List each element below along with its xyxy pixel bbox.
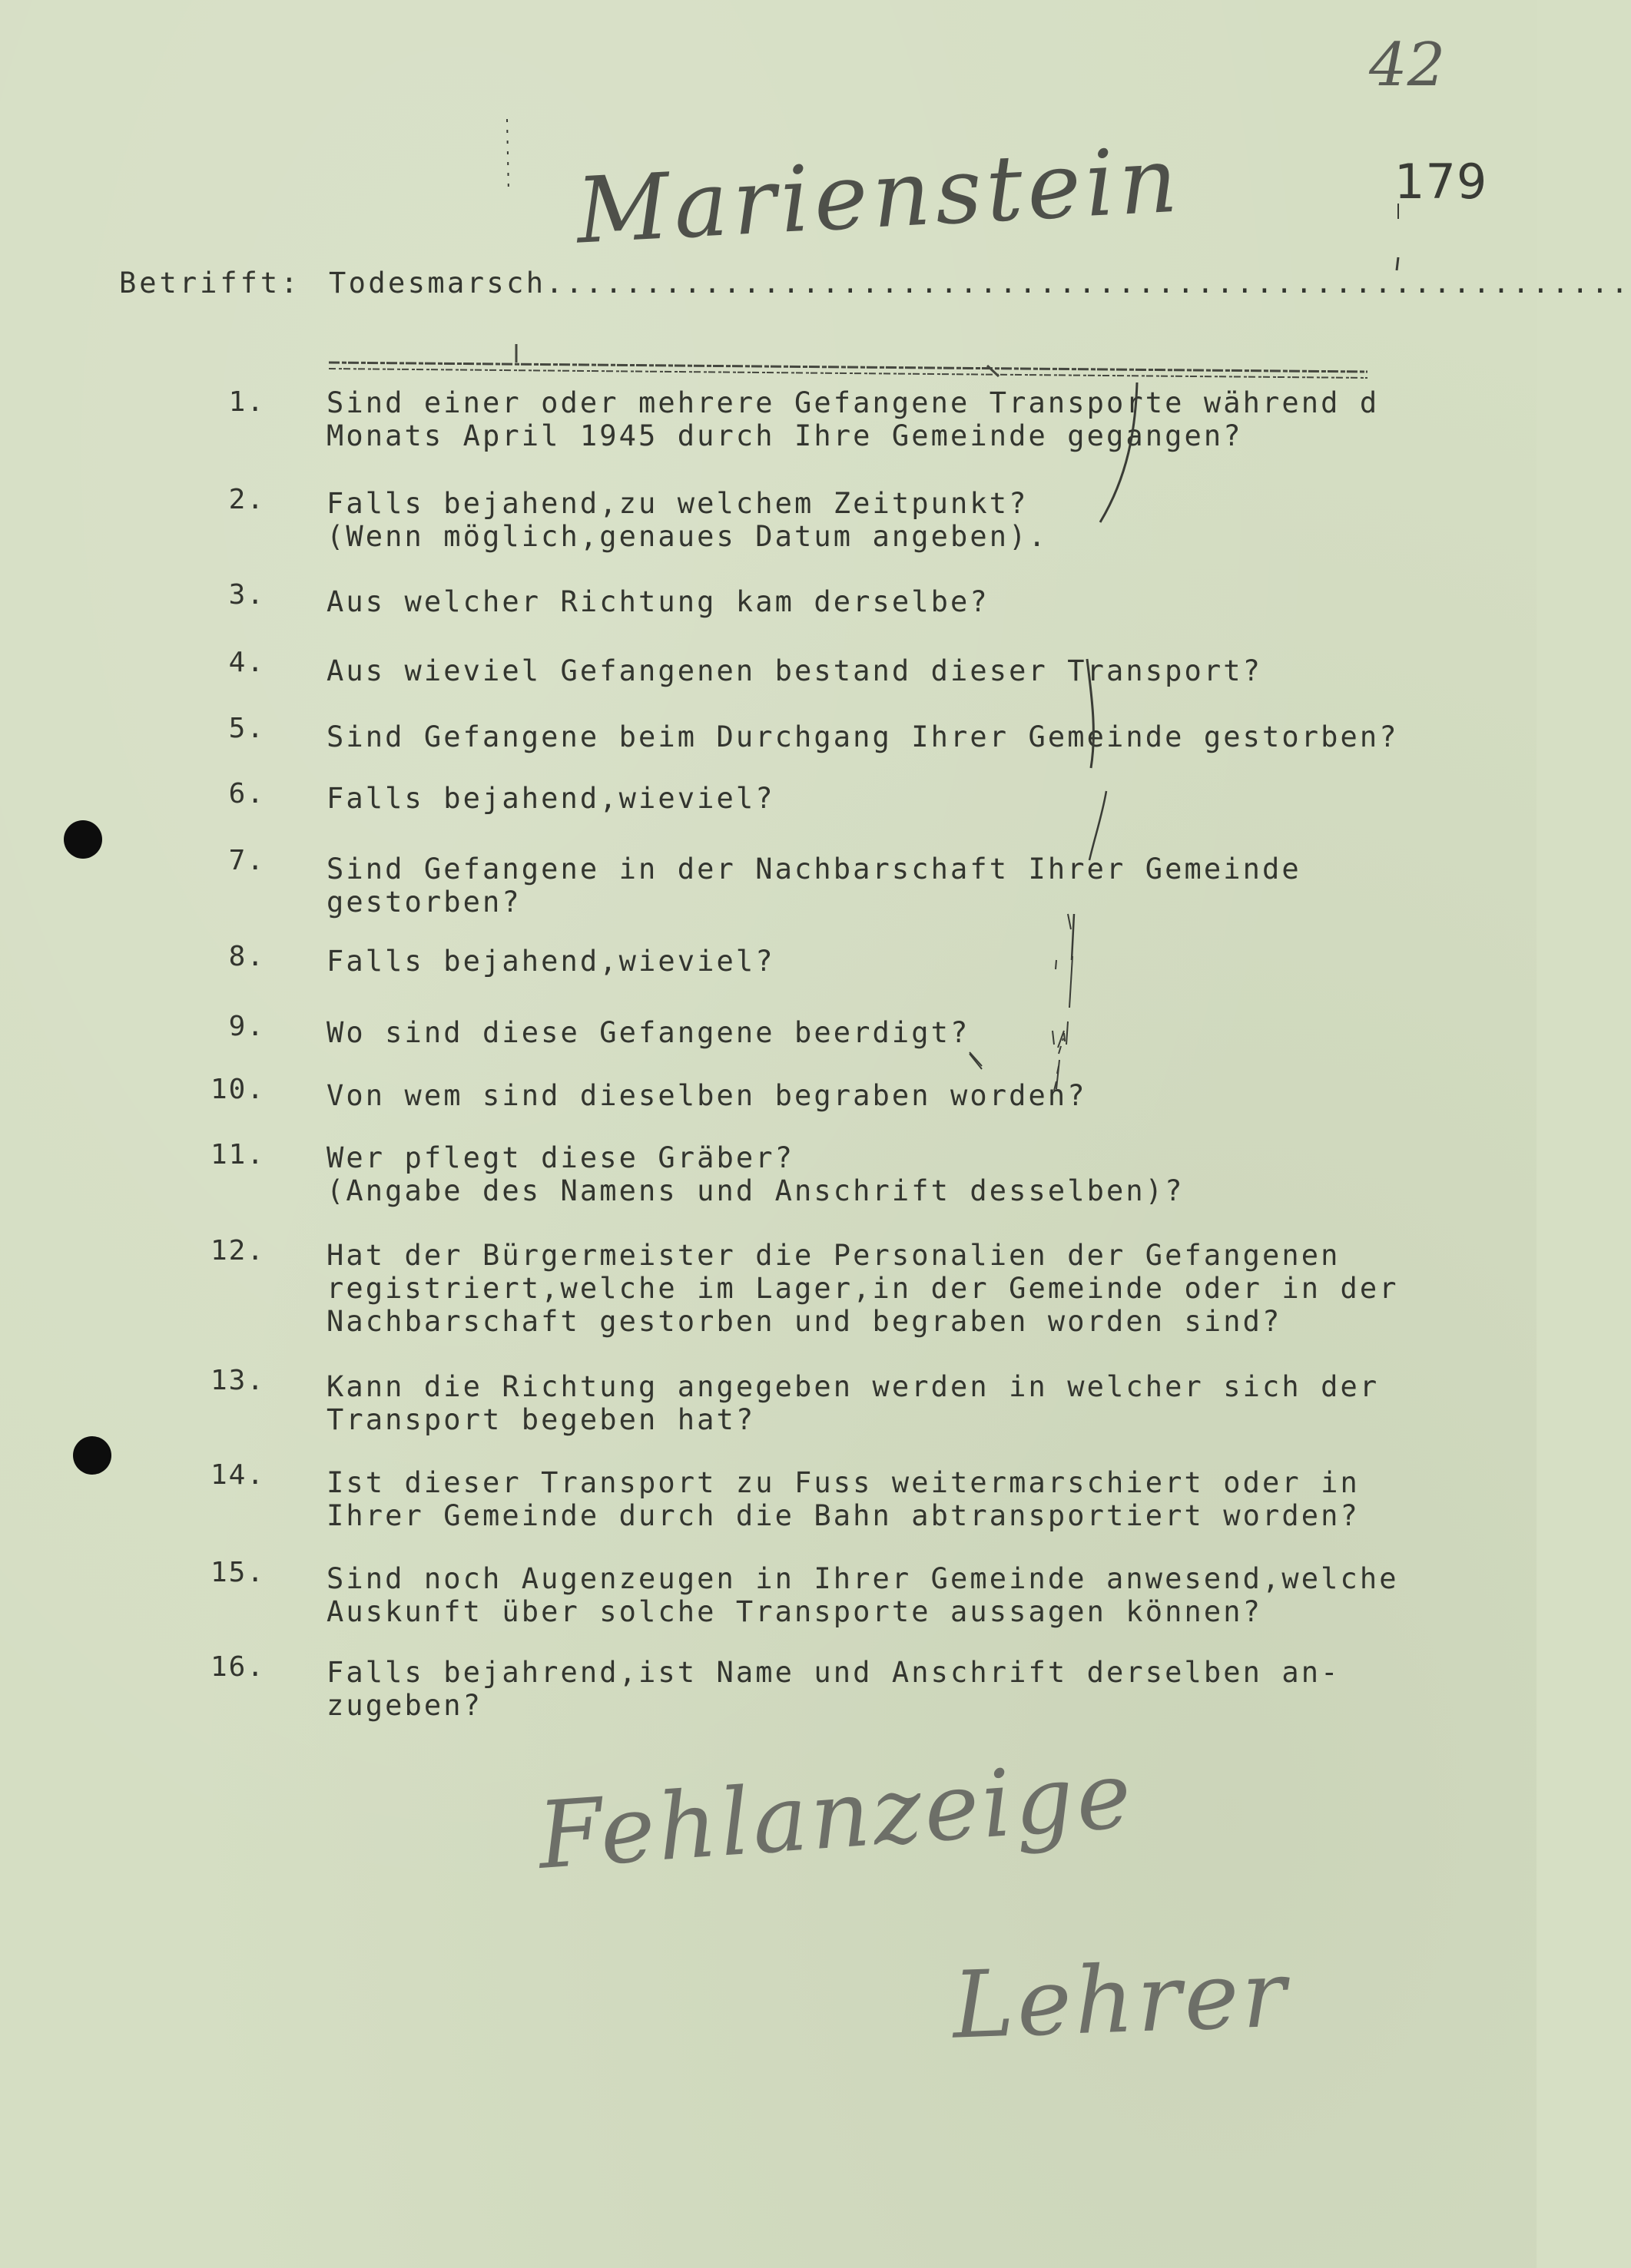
question-text: Sind noch Augenzeugen in Ihrer Gemeinde anwesend,welche Auskunft über solche Transporte aussagen können?: [327, 1562, 1399, 1628]
question-number: 12.: [210, 1235, 265, 1266]
question-text: Sind Gefangene beim Durchgang Ihrer Gemeinde gestorben?: [327, 720, 1399, 753]
question-text: Sind Gefangene in der Nachbarschaft Ihrer Gemeinde gestorben?: [327, 853, 1301, 919]
question-text: Sind einer oder mehrere Gefangene Transporte während d Monats April 1945 durch Ihre Gemeinde gegangen?: [327, 386, 1380, 452]
question-text: Von wem sind dieselben begraben worden?: [327, 1079, 1087, 1112]
handwritten-signature: Lehrer: [950, 1941, 1291, 2060]
question-number: 14.: [210, 1459, 265, 1491]
question-text: Ist dieser Transport zu Fuss weitermarschiert oder in Ihrer Gemeinde durch die Bahn abtransportiert worden?: [327, 1466, 1360, 1532]
page-number: 179: [1394, 154, 1488, 210]
punch-hole-bottom: [73, 1436, 111, 1475]
question-text: Falls bejahend,wieviel?: [327, 782, 775, 815]
question-number: 9.: [228, 1011, 265, 1042]
handwritten-remark: Fehlanzeige: [535, 1742, 1138, 1890]
question-number: 11.: [210, 1139, 265, 1170]
corner-handwritten-number: 42: [1369, 31, 1446, 100]
question-text: Falls bejahrend,ist Name und Anschrift derselben an- zugeben?: [327, 1656, 1341, 1722]
question-number: 5.: [228, 713, 265, 744]
subject-label: Betrifft:: [119, 267, 301, 300]
question-number: 15.: [210, 1557, 265, 1588]
question-text: Aus welcher Richtung kam derselbe?: [327, 585, 990, 618]
question-text: Wo sind diese Gefangene beerdigt?: [327, 1016, 970, 1049]
question-number: 3.: [228, 579, 265, 611]
question-text: Falls bejahend,zu welchem Zeitpunkt? (Wenn möglich,genaues Datum angeben).: [327, 487, 1048, 553]
question-number: 1.: [228, 386, 265, 418]
question-text: Kann die Richtung angegeben werden in welcher sich der Transport begeben hat?: [327, 1370, 1380, 1436]
question-number: 13.: [210, 1365, 265, 1396]
punch-hole-top: [64, 820, 102, 859]
question-number: 7.: [228, 845, 265, 876]
subject-text: Todesmarsch.......................................................: [329, 267, 1631, 300]
question-number: 6.: [228, 778, 265, 810]
question-text: Falls bejahend,wieviel?: [327, 945, 775, 978]
handwritten-place-name: Marienstein: [573, 126, 1185, 264]
question-number: 10.: [210, 1074, 265, 1105]
question-number: 2.: [228, 484, 265, 515]
question-number: 4.: [228, 647, 265, 678]
question-text: Wer pflegt diese Gräber? (Angabe des Namens und Anschrift desselben)?: [327, 1141, 1185, 1207]
question-number: 8.: [228, 941, 265, 972]
question-text: Aus wieviel Gefangenen bestand dieser Transport?: [327, 654, 1263, 687]
question-text: Hat der Bürgermeister die Personalien der Gefangenen registriert,welche im Lager,in der Gemeinde oder in der Nachbarschaft gestorben und begraben worden sind?: [327, 1239, 1399, 1338]
question-number: 16.: [210, 1651, 265, 1683]
